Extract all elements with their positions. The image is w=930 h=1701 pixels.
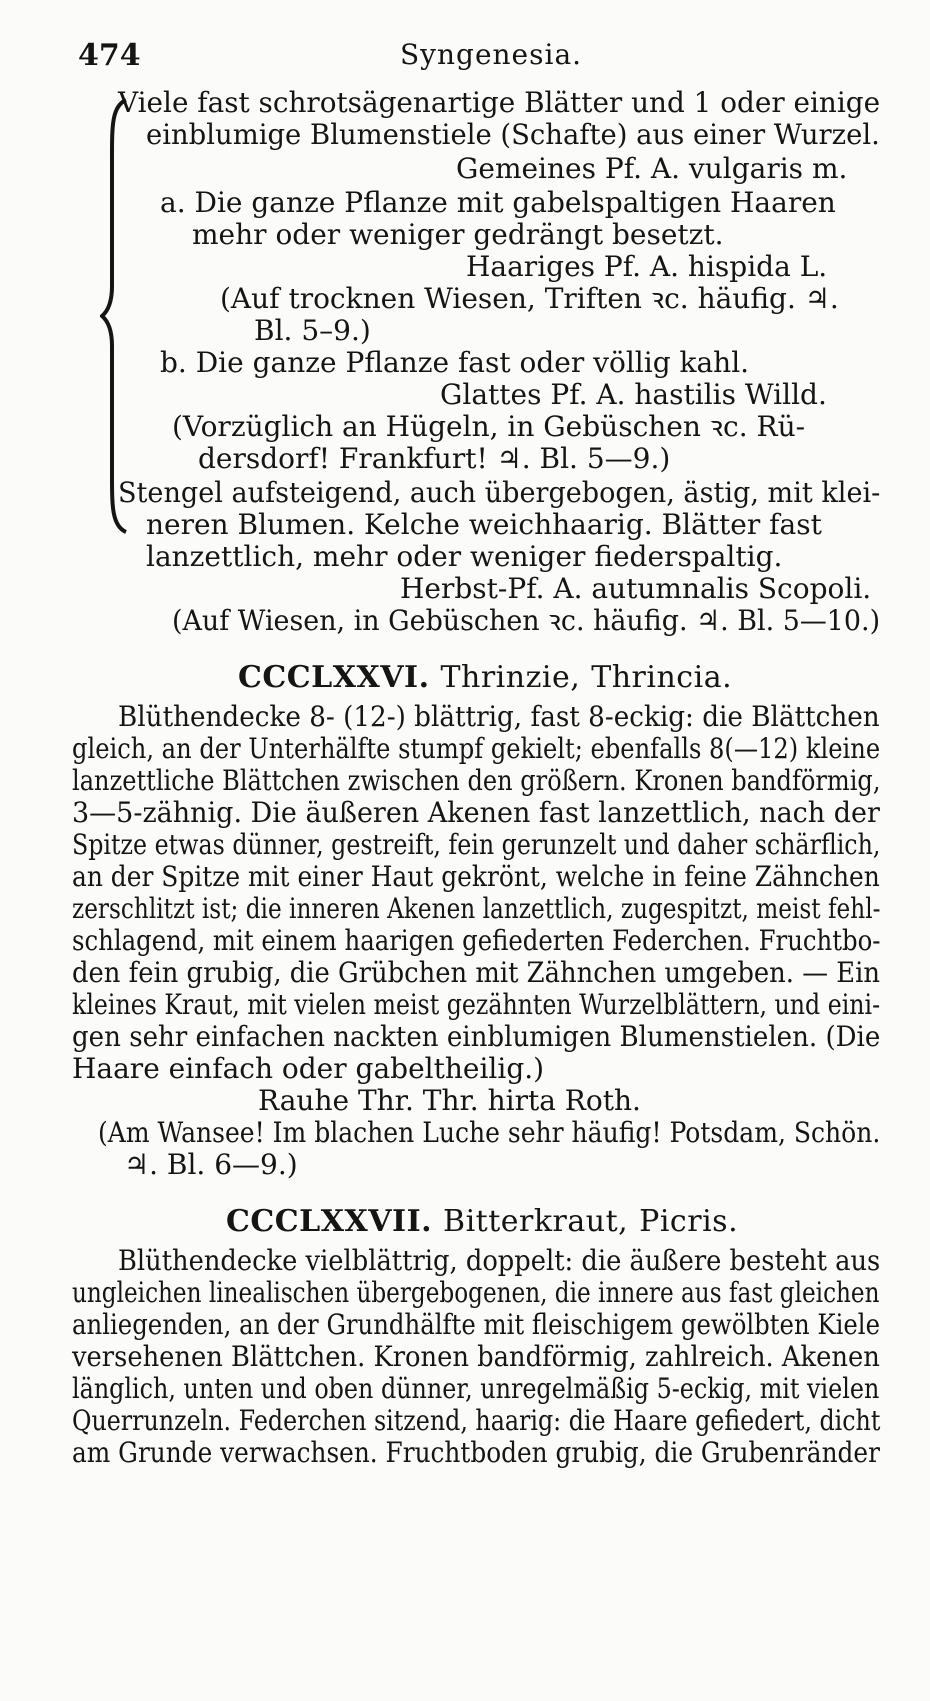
section-heading-picris <box>226 1204 738 1239</box>
body-line: anliegenden, an der Grundhälfte mit fleischigem gewölbten Kiele <box>72 1308 881 1341</box>
section-number: CCCLXXVI. <box>238 660 430 695</box>
key-line-7: (Auf trocknen Wiesen, Triften ꝛc. häufig. ♃. <box>220 282 839 315</box>
body-line: schlagend, mit einem haarigen gefiederten Federchen. Fruchtbo- <box>72 924 881 957</box>
latin-genus-name: Picris. <box>639 1204 739 1239</box>
body-line: an der Spitze mit einer Haut gekrönt, welche in feine Zähnchen <box>72 860 880 893</box>
body-line: gen sehr einfachen nackten einblumigen Blumenstielen. (Die <box>72 1020 881 1053</box>
key-line-11: (Vorzüglich an Hügeln, in Gebüschen ꝛc. Rü- <box>172 410 806 443</box>
body-line: kleines Kraut, mit vielen meist gezähnten Wurzelblättern, und eini- <box>72 988 881 1021</box>
key-line-13: Stengel aufsteigend, auch übergebogen, ästig, mit klei- <box>118 476 881 509</box>
key-species-vulgaris: Gemeines Pf. A. vulgaris m. <box>456 152 848 185</box>
section-number: CCCLXXVII. <box>226 1204 433 1239</box>
curly-brace-icon <box>100 96 130 536</box>
body-line: Querrunzeln. Federchen sitzend, haarig: die Haare gefiedert, dicht <box>72 1404 881 1437</box>
key-line-9: b. Die ganze Pflanze fast oder völlig kahl. <box>160 346 750 379</box>
body-line: den fein grubig, die Grübchen mit Zähnchen umgeben. — Ein <box>72 956 880 989</box>
key-line-1: Viele fast schrotsägenartige Blätter und 1 oder einige <box>118 86 881 119</box>
key-line-12: dersdorf! Frankfurt! ♃. Bl. 5—9.) <box>198 442 671 475</box>
key-species-autumnalis: Herbst-Pf. A. autumnalis Scopoli. <box>400 572 872 605</box>
body-line: lanzettliche Blättchen zwischen den größern. Kronen bandförmig, <box>72 764 881 797</box>
key-line-8: Bl. 5–9.) <box>254 314 371 347</box>
body-line: ungleichen linealischen übergebogenen, die innere aus fast gleichen <box>72 1276 880 1309</box>
body-line: gleich, an der Unterhälfte stumpf gekielt; ebenfalls 8(—12) kleine <box>72 732 881 765</box>
key-line-2: einblumige Blumenstiele (Schafte) aus einer Wurzel. <box>146 118 880 151</box>
key-line-17: (Auf Wiesen, in Gebüschen ꝛc. häufig. ♃. Bl. 5—10.) <box>172 604 881 637</box>
body-line: Spitze etwas dünner, gestreift, fein gerunzelt und daher schärflich, <box>72 828 881 861</box>
body-line: Blüthendecke vielblättrig, doppelt: die äußere besteht aus <box>118 1244 881 1277</box>
key-line-5: mehr oder weniger gedrängt besetzt. <box>192 218 724 251</box>
key-species-hispida: Haariges Pf. A. hispida L. <box>466 250 828 283</box>
german-genus-name: Thrinzie, <box>440 660 581 695</box>
key-line-15: lanzettlich, mehr oder weniger fiederspaltig. <box>146 540 783 573</box>
body-line: versehenen Blättchen. Kronen bandförmig, zahlreich. Akenen <box>72 1340 880 1373</box>
body-line: zerschlitzt ist; die inneren Akenen lanzettlich, zugespitzt, meist fehl- <box>72 892 881 925</box>
latin-genus-name: Thrincia. <box>591 660 733 695</box>
body-line: länglich, unten und oben dünner, unregelmäßig 5-eckig, mit vielen <box>72 1372 880 1405</box>
body-line: 3—5-zähnig. Die äußeren Akenen fast lanzettlich, nach der <box>72 796 880 829</box>
running-title: Syngenesia. <box>400 38 583 71</box>
page-number: 474 <box>78 38 141 73</box>
body-line: Blüthendecke 8- (12-) blättrig, fast 8-eckig: die Blättchen <box>118 700 880 733</box>
section-heading-thrincia <box>238 660 732 695</box>
key-line-14: neren Blumen. Kelche weichhaarig. Blätter fast <box>146 508 822 541</box>
habitat-note-line-2: ♃. Bl. 6—9.) <box>124 1148 298 1181</box>
german-genus-name: Bitterkraut, <box>443 1204 629 1239</box>
key-species-hastilis: Glattes Pf. A. hastilis Willd. <box>440 378 827 411</box>
species-hirta: Rauhe Thr. Thr. hirta Roth. <box>258 1084 641 1117</box>
body-line: am Grunde verwachsen. Fruchtboden grubig, die Grubenränder <box>72 1436 880 1469</box>
habitat-note-line-1: (Am Wansee! Im blachen Luche sehr häufig! Potsdam, Schön. <box>98 1116 881 1149</box>
key-line-4: a. Die ganze Pflanze mit gabelspaltigen Haaren <box>160 186 836 219</box>
body-line: Haare einfach oder gabeltheilig.) <box>72 1052 545 1085</box>
